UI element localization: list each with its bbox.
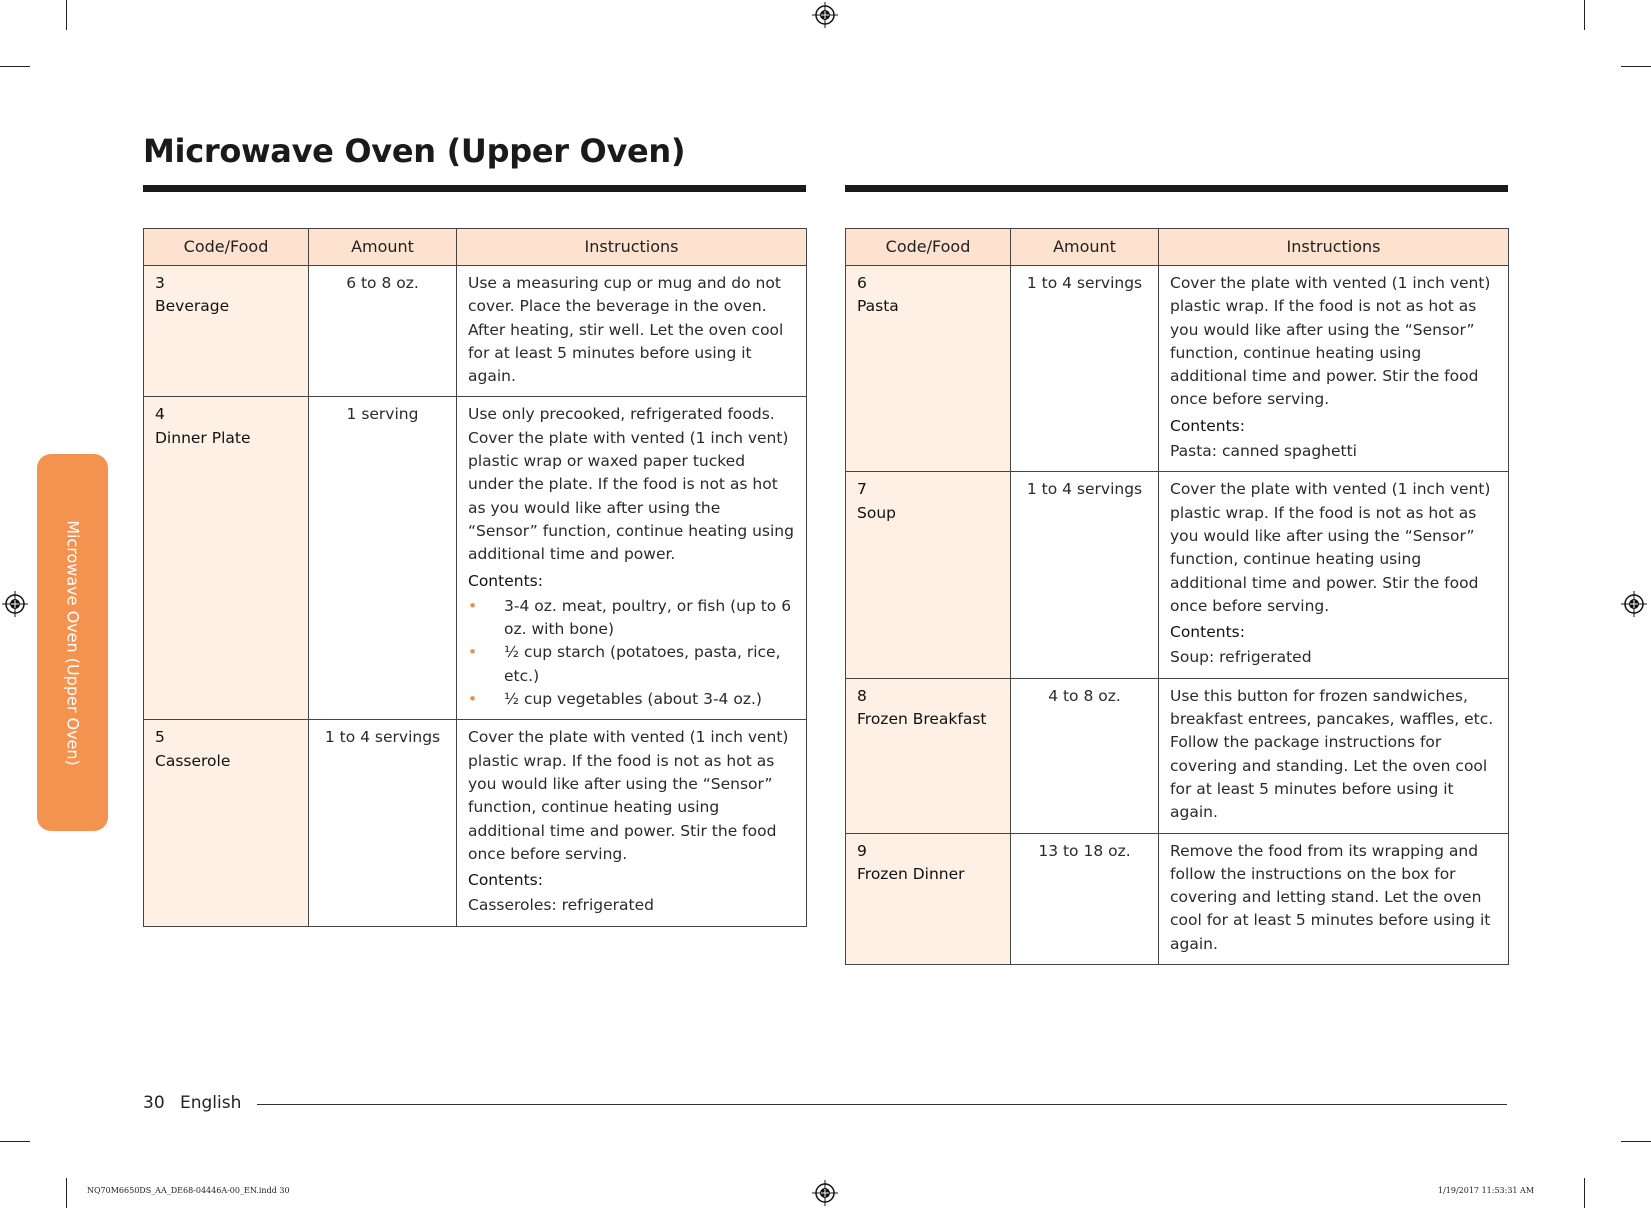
instructions-text: Cover the plate with vented (1 inch vent) plastic wrap. If the food is not as hot as you would like after using the “Sensor” function, continue heating using additional time and power. Stir the food once before serving. xyxy=(1170,274,1491,409)
side-chapter-tab xyxy=(37,454,108,831)
food-code: 9 xyxy=(857,841,867,860)
contents-label: Contents: xyxy=(1170,416,1245,435)
crop-mark xyxy=(1621,1141,1651,1142)
table-row xyxy=(846,833,1509,964)
instructions-text: Remove the food from its wrapping and follow the instructions on the box for covering and letting stand. Let the oven cool for at least 5 minutes before using it again. xyxy=(1170,841,1491,953)
cooking-table-right xyxy=(845,228,1509,965)
crop-mark xyxy=(0,1141,30,1142)
food-code: 8 xyxy=(857,686,867,705)
instructions-cell xyxy=(1159,266,1509,472)
code-food-cell xyxy=(846,472,1011,678)
food-name: Frozen Dinner xyxy=(857,864,965,883)
contents-label: Contents: xyxy=(468,571,543,590)
instructions-text: Use this button for frozen sandwiches, breakfast entrees, pancakes, waffles, etc. Follow the package instructions for covering and standing. Let the oven cool for at least 5 minutes before using it again. xyxy=(1170,686,1494,822)
side-tab-label: Microwave Oven (Upper Oven) xyxy=(63,519,82,766)
header-instructions: Instructions xyxy=(457,229,807,266)
amount-cell: 4 to 8 oz. xyxy=(1011,678,1159,833)
table-row xyxy=(144,266,807,397)
amount-cell: 6 to 8 oz. xyxy=(309,266,457,397)
amount-cell: 1 to 4 servings xyxy=(1011,472,1159,678)
food-code: 6 xyxy=(857,274,867,292)
instructions-text: Use a measuring cup or mug and do not cover. Place the beverage in the oven. After heating, stir well. Let the oven cool for at least 5 minutes before using it again. xyxy=(468,274,784,386)
code-food-cell xyxy=(846,833,1011,964)
code-food-cell xyxy=(846,678,1011,833)
header-code-food: Code/Food xyxy=(144,229,309,266)
print-slug-file: NQ70M6650DS_AA_DE68-04446A-00_EN.indd 30 xyxy=(87,1186,290,1195)
title-rule-left xyxy=(143,185,806,192)
food-code: 7 xyxy=(857,480,867,499)
header-code-food: Code/Food xyxy=(846,229,1011,266)
list-item: • 3-4 oz. meat, poultry, or fish (up to 6 oz. with bone) xyxy=(468,595,795,642)
list-item: • ½ cup starch (potatoes, pasta, rice, etc.) xyxy=(468,641,795,688)
instructions-cell xyxy=(1159,678,1509,833)
food-name: Soup xyxy=(857,503,896,522)
contents-list xyxy=(468,595,795,711)
header-instructions: Instructions xyxy=(1159,229,1509,266)
crop-mark xyxy=(1621,66,1651,67)
header-amount: Amount xyxy=(1011,229,1159,266)
amount-cell: 1 to 4 servings xyxy=(1011,266,1159,472)
table-header-row xyxy=(144,229,807,266)
instructions-cell xyxy=(457,266,807,397)
registration-mark-icon xyxy=(2,591,28,617)
contents-label: Contents: xyxy=(1170,623,1245,642)
page-number: 30 xyxy=(143,1093,165,1113)
page-title: Microwave Oven (Upper Oven) xyxy=(143,132,686,170)
food-name: Dinner Plate xyxy=(155,428,251,447)
instructions-cell xyxy=(457,397,807,720)
food-code: 3 xyxy=(155,274,165,292)
footer-language: English xyxy=(180,1093,242,1113)
contents-text: Pasta: canned spaghetti xyxy=(1170,442,1357,461)
cooking-table-left xyxy=(143,228,807,927)
food-name: Casserole xyxy=(155,751,231,770)
table-row xyxy=(846,266,1509,472)
table-header-row xyxy=(846,229,1509,266)
code-food-cell xyxy=(144,720,309,926)
crop-mark xyxy=(66,1178,67,1208)
contents-label: Contents: xyxy=(468,871,543,890)
print-slug-timestamp: 1/19/2017 11:53:31 AM xyxy=(1438,1186,1535,1195)
table-row xyxy=(144,720,807,926)
amount-cell: 1 to 4 servings xyxy=(309,720,457,926)
food-name: Frozen Breakfast xyxy=(857,710,987,729)
code-food-cell xyxy=(144,397,309,720)
header-amount: Amount xyxy=(309,229,457,266)
instructions-cell xyxy=(1159,833,1509,964)
contents-text: Casseroles: refrigerated xyxy=(468,896,654,915)
amount-cell: 1 serving xyxy=(309,397,457,720)
footer-rule xyxy=(257,1104,1507,1105)
amount-cell: 13 to 18 oz. xyxy=(1011,833,1159,964)
crop-mark xyxy=(1584,1178,1585,1208)
registration-mark-icon xyxy=(1621,591,1647,617)
crop-mark xyxy=(1584,0,1585,30)
crop-mark xyxy=(0,66,30,67)
registration-mark-icon xyxy=(812,1180,838,1206)
food-code: 5 xyxy=(155,728,165,747)
table-row xyxy=(846,472,1509,678)
code-food-cell xyxy=(846,266,1011,472)
instructions-cell xyxy=(457,720,807,926)
instructions-text: Use only precooked, refrigerated foods. Cover the plate with vented (1 inch vent) plastic wrap or waxed paper tucked under the plate. If the food is not as hot as you would like after using the “Sensor” function, continue heating using additional time and power. xyxy=(468,405,794,564)
contents-text: Soup: refrigerated xyxy=(1170,648,1312,667)
crop-mark xyxy=(66,0,67,30)
title-rule-right xyxy=(845,185,1508,192)
code-food-cell xyxy=(144,266,309,397)
instructions-text: Cover the plate with vented (1 inch vent) plastic wrap. If the food is not as hot as you would like after using the “Sensor” function, continue heating using additional time and power. Stir the food once before serving. xyxy=(468,728,789,863)
table-row xyxy=(846,678,1509,833)
registration-mark-icon xyxy=(812,2,838,28)
food-name: Beverage xyxy=(155,297,230,316)
instructions-cell xyxy=(1159,472,1509,678)
list-item: • ½ cup vegetables (about 3-4 oz.) xyxy=(468,688,795,711)
instructions-text: Cover the plate with vented (1 inch vent) plastic wrap. If the food is not as hot as you would like after using the “Sensor” function, continue heating using additional time and power. Stir the food once before serving. xyxy=(1170,480,1491,615)
food-name: Pasta xyxy=(857,297,899,316)
food-code: 4 xyxy=(155,405,165,424)
table-row xyxy=(144,397,807,720)
